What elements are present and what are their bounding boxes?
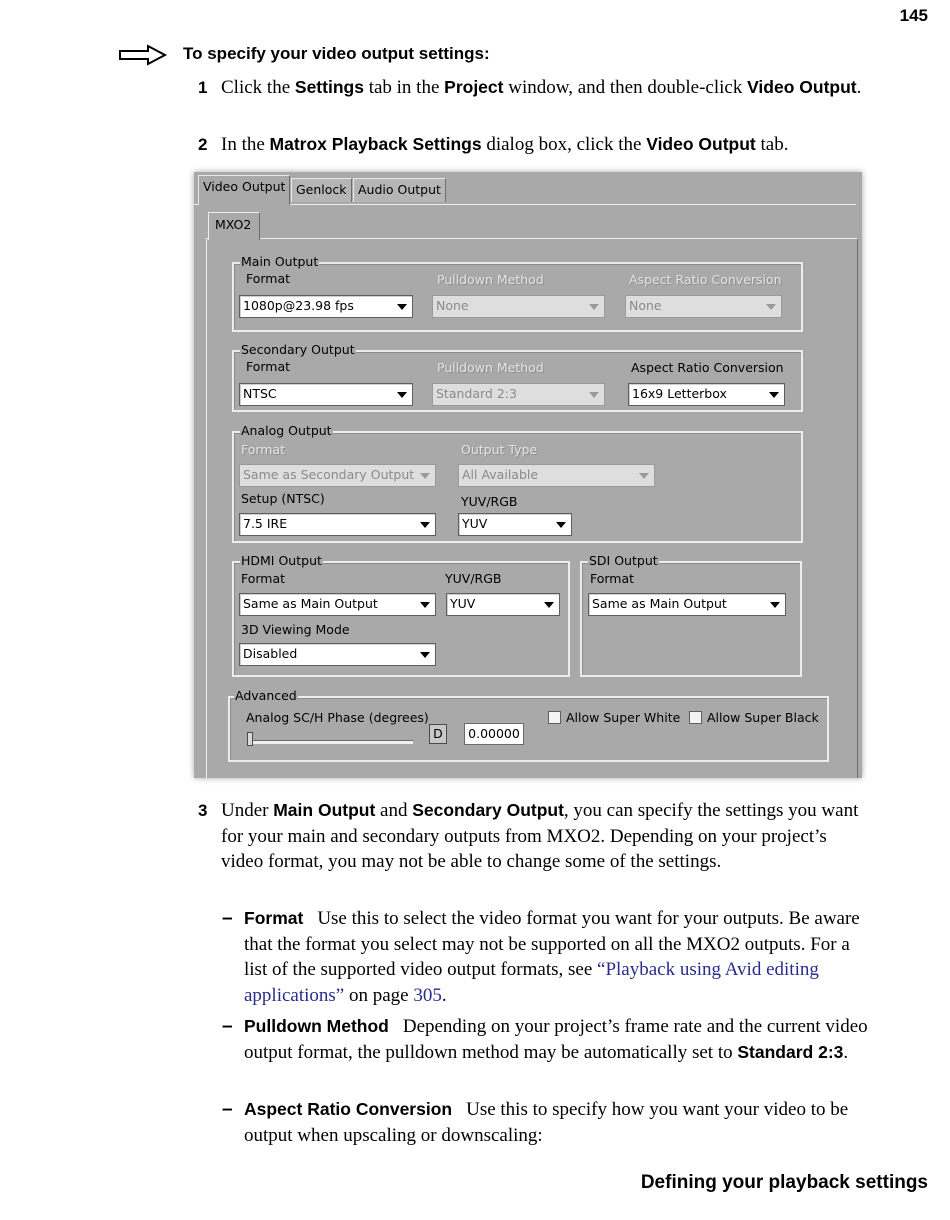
- step-number: 1: [198, 78, 208, 97]
- chevron-down-icon: [420, 473, 430, 479]
- hdmi-yuvrgb-dropdown[interactable]: [446, 593, 560, 616]
- bullet-aspect: [222, 1097, 872, 1148]
- step-text: dialog box, click the: [481, 134, 647, 155]
- page-link[interactable]: 305: [413, 984, 442, 1006]
- phase-value-field[interactable]: 0.00000: [464, 723, 524, 745]
- analog-setup-dropdown[interactable]: [239, 513, 436, 536]
- analog-output-type-dropdown: [458, 464, 655, 487]
- step-bold: Main Output: [273, 800, 376, 820]
- chevron-down-icon: [397, 392, 407, 398]
- main-pulldown-value: None: [436, 298, 469, 313]
- bullet-text: on page: [344, 984, 414, 1006]
- super-white-checkbox[interactable]: [548, 711, 561, 724]
- step-text: , you can specify the settings you want for your main and secondary outputs from MXO2. Depending on your project’s video format, you may not be able to change some of the settings.: [221, 800, 859, 872]
- analog-yuvrgb-dropdown[interactable]: [458, 513, 572, 536]
- secondary-output-legend: Secondary Output: [241, 342, 355, 357]
- phase-slider-track[interactable]: [247, 740, 413, 744]
- step-bold: Settings: [294, 77, 364, 97]
- bullet-text: .: [441, 984, 447, 1006]
- secondary-format-value: NTSC: [243, 386, 277, 401]
- bullet-term: Aspect Ratio Conversion: [244, 1099, 453, 1119]
- main-aspect-value: None: [629, 298, 662, 313]
- hdmi-3d-viewing-value: Disabled: [243, 646, 298, 661]
- sdi-format-dropdown[interactable]: [588, 593, 786, 616]
- step-bold: Video Output: [747, 77, 857, 97]
- bullet-text: .: [843, 1041, 849, 1063]
- hdmi-format-label: Format: [241, 571, 286, 586]
- main-aspect-label: Aspect Ratio Conversion: [629, 272, 782, 287]
- default-button[interactable]: D: [429, 724, 447, 744]
- analog-output-group: [232, 423, 803, 543]
- step-bold: Matrox Playback Settings: [269, 134, 482, 154]
- sdi-format-label: Format: [590, 571, 635, 586]
- chevron-down-icon: [544, 602, 554, 608]
- super-black-label: Allow Super Black: [707, 710, 819, 725]
- step-number: 3: [198, 801, 208, 820]
- step-3: [198, 798, 888, 875]
- bullet-text: Use this to specify how you want your video to be output when upscaling or downscaling:: [244, 1099, 849, 1146]
- chevron-down-icon: [769, 392, 779, 398]
- hdmi-output-group: [232, 553, 570, 677]
- procedure-arrow-icon: [118, 44, 168, 66]
- analog-output-legend: Analog Output: [241, 423, 332, 438]
- step-bold: Project: [444, 77, 504, 97]
- advanced-group: [228, 688, 829, 762]
- chevron-down-icon: [770, 602, 780, 608]
- bullet-bold: Standard 2:3: [737, 1041, 844, 1062]
- chevron-down-icon: [556, 522, 566, 528]
- phase-label: Analog SC/H Phase (degrees): [246, 710, 429, 725]
- step-text: window, and then double-click: [503, 77, 748, 98]
- tab-video-output[interactable]: Video Output: [198, 175, 290, 205]
- hdmi-3d-viewing-dropdown[interactable]: [239, 643, 436, 666]
- sdi-output-group: [580, 553, 802, 677]
- chevron-down-icon: [639, 473, 649, 479]
- step-bold: Secondary Output: [412, 800, 564, 820]
- step-1: [198, 75, 888, 101]
- secondary-format-dropdown[interactable]: [239, 383, 413, 406]
- matrox-settings-dialog: [194, 172, 862, 778]
- tab-audio-output[interactable]: Audio Output: [353, 178, 446, 202]
- secondary-pulldown-label: Pulldown Method: [437, 360, 544, 375]
- analog-setup-label: Setup (NTSC): [241, 491, 325, 506]
- phase-slider-handle[interactable]: [247, 732, 253, 746]
- advanced-legend: Advanced: [235, 688, 297, 703]
- bullet-text: Use this to select the video format you want for your outputs. Be aware that the format you select may not be supported on all the MXO2 outputs. For a list of the supported video output formats, see: [244, 908, 860, 980]
- bullet-pulldown: [222, 1014, 872, 1065]
- main-format-value: 1080p@23.98 fps: [243, 298, 354, 313]
- hdmi-yuvrgb-value: YUV: [450, 596, 476, 611]
- main-format-dropdown[interactable]: [239, 295, 413, 318]
- main-output-group: [232, 254, 803, 332]
- analog-format-value: Same as Secondary Output: [243, 467, 415, 482]
- chevron-down-icon: [420, 652, 430, 658]
- super-white-label: Allow Super White: [566, 710, 681, 725]
- chevron-down-icon: [589, 392, 599, 398]
- bullet-dash: –: [222, 1099, 233, 1120]
- super-black-checkbox[interactable]: [689, 711, 702, 724]
- step-number: 2: [198, 135, 208, 154]
- step-bold: Video Output: [646, 134, 756, 154]
- sdi-format-value: Same as Main Output: [592, 596, 727, 611]
- chevron-down-icon: [766, 304, 776, 310]
- bullet-text: Depending on your project’s frame rate and the current video output format, the pulldown method may be automatically set to: [244, 1016, 868, 1063]
- footer-section-title: Defining your playback settings: [640, 1172, 928, 1193]
- hdmi-format-value: Same as Main Output: [243, 596, 378, 611]
- bullet-term: Format: [244, 908, 304, 928]
- bullet-dash: –: [222, 1016, 233, 1037]
- analog-yuvrgb-value: YUV: [462, 516, 488, 531]
- tab-mxo2[interactable]: MXO2: [208, 212, 260, 240]
- main-aspect-dropdown: [625, 295, 782, 318]
- chevron-down-icon: [420, 522, 430, 528]
- bullet-term: Pulldown Method: [244, 1016, 389, 1036]
- step-text: .: [856, 77, 862, 98]
- bullet-dash: –: [222, 908, 233, 929]
- chevron-down-icon: [420, 602, 430, 608]
- secondary-output-group: [232, 342, 803, 412]
- secondary-aspect-value: 16x9 Letterbox: [632, 386, 727, 401]
- analog-setup-value: 7.5 IRE: [243, 516, 288, 531]
- analog-format-label: Format: [241, 442, 286, 457]
- main-pulldown-dropdown: [432, 295, 605, 318]
- analog-format-dropdown: [239, 464, 436, 487]
- step-text: Click the: [221, 77, 295, 98]
- analog-output-type-value: All Available: [462, 467, 539, 482]
- page-number: 145: [899, 6, 928, 25]
- secondary-aspect-label: Aspect Ratio Conversion: [631, 360, 784, 375]
- main-pulldown-label: Pulldown Method: [437, 272, 544, 287]
- analog-output-type-label: Output Type: [461, 442, 538, 457]
- step-2: [198, 132, 888, 158]
- chevron-down-icon: [589, 304, 599, 310]
- secondary-aspect-dropdown[interactable]: [628, 383, 785, 406]
- secondary-pulldown-value: Standard 2:3: [436, 386, 517, 401]
- main-format-label: Format: [246, 271, 291, 286]
- step-text: tab in the: [363, 77, 445, 98]
- main-output-legend: Main Output: [241, 254, 319, 269]
- hdmi-output-legend: HDMI Output: [241, 553, 322, 568]
- procedure-heading: To specify your video output settings:: [183, 44, 490, 63]
- secondary-pulldown-dropdown: [432, 383, 605, 406]
- step-text: In the: [221, 134, 270, 155]
- secondary-format-label: Format: [246, 359, 291, 374]
- step-text: and: [375, 800, 413, 821]
- step-text: Under: [221, 800, 274, 821]
- cross-reference-link[interactable]: “Playback using Avid editing applications”: [244, 959, 819, 1006]
- hdmi-3d-viewing-label: 3D Viewing Mode: [241, 622, 350, 637]
- hdmi-yuvrgb-label: YUV/RGB: [445, 571, 502, 586]
- step-text: tab.: [755, 134, 789, 155]
- bullet-format: [222, 906, 872, 1008]
- chevron-down-icon: [397, 304, 407, 310]
- tab-genlock[interactable]: Genlock: [291, 178, 352, 202]
- analog-yuvrgb-label: YUV/RGB: [461, 494, 518, 509]
- sdi-output-legend: SDI Output: [589, 553, 658, 568]
- hdmi-format-dropdown[interactable]: [239, 593, 436, 616]
